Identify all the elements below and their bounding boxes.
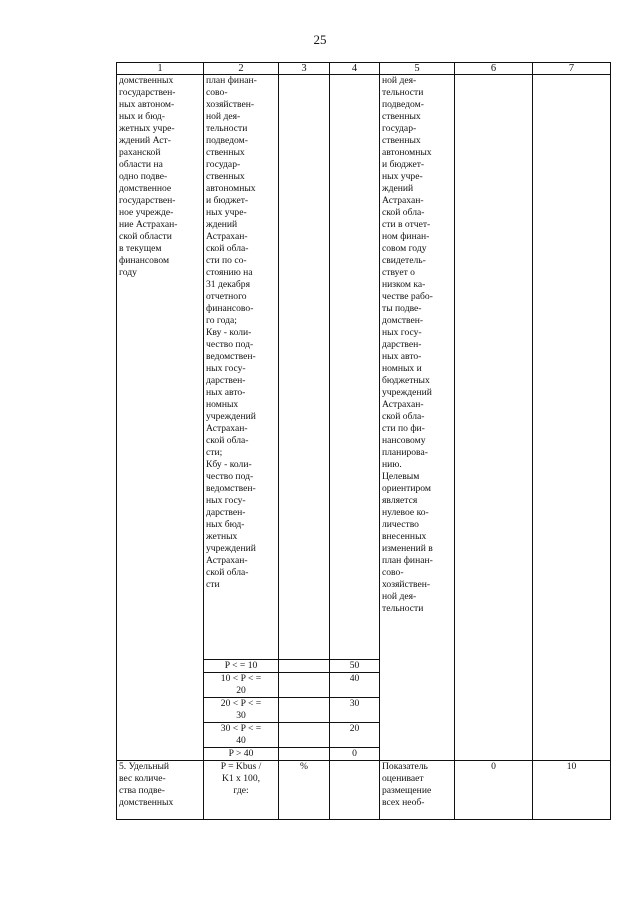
score-condition: 20 < P < = 30 [204,698,279,723]
score-value: 30 [330,698,380,723]
formula-cell: P = Kbus / K1 x 100, где: [204,761,279,820]
formula-cell: план финан- сово- хозяйствен- ной дея- тельности подведом- ственных государ- ственных автономных и бюджет- ных учре- ждений Астрахан- ской обла- сти по со- стоянию на 31 декабря отчетного финансово- го года; Кву - коли- чество под- ведомствен- ных госу- дарствен- ных авто- номных учреждений Астрахан- ской обла- сти; Кбу - коли- чество под- ведомствен- ных госу- дарствен- ных бюд- жетных учреждений Астрахан- ской обла- сти [204,75,279,660]
score-value: 0 [330,748,380,761]
score-condition: 10 < P < = 20 [204,673,279,698]
indicator-name-cell: 5. Удельный вес количе- ства подве- домственных [117,761,204,820]
header-col-4: 4 [330,63,380,75]
comment-cell: Показатель оценивает размещение всех необ- [380,761,455,820]
table-row [117,761,611,820]
score-condition: 30 < P < = 40 [204,723,279,748]
score-condition: P < = 10 [204,660,279,673]
col6-cell [455,75,533,761]
indicator-name-cell: домственных государствен- ных автоном- ных и бюд- жетных учре- ждений Аст- раханской области на одно подве- домственное государствен- ное учрежде- ние Астрахан- ской области в текущем финансовом году [117,75,204,761]
header-col-2: 2 [204,63,279,75]
col7-cell [533,75,611,761]
col6-cell: 0 [455,761,533,820]
score-cell [330,761,380,820]
header-col-3: 3 [279,63,330,75]
header-row [117,63,611,75]
score-value: 20 [330,723,380,748]
criteria-table [116,62,611,820]
score-empty [279,723,330,748]
score-empty [279,698,330,723]
score-condition: P > 40 [204,748,279,761]
score-empty [279,660,330,673]
score-value: 50 [330,660,380,673]
header-col-5: 5 [380,63,455,75]
header-col-7: 7 [533,63,611,75]
page-number: 25 [313,32,327,47]
unit-cell: % [279,761,330,820]
score-cell [330,75,380,660]
comment-cell: ной дея- тельности подведом- ственных государ- ственных автономных и бюджет- ных учре- ждений Астрахан- ской обла- сти в отчет- ном финан- совом году свидетель- ствует о низком ка- честве рабо- ты подве- домствен- ных госу- дарствен- ных авто- номных и бюджетных учреждений Астрахан- ской обла- сти по фи- нансовому планирова- нию. Целевым ориентиром является нулевое ко- личество внесенных изменений в план финан- сово- хозяйствен- ной дея- тельности [380,75,455,761]
col7-cell: 10 [533,761,611,820]
score-empty [279,748,330,761]
unit-cell [279,75,330,660]
table-row [117,75,611,660]
header-col-6: 6 [455,63,533,75]
score-empty [279,673,330,698]
score-value: 40 [330,673,380,698]
header-col-1: 1 [117,63,204,75]
